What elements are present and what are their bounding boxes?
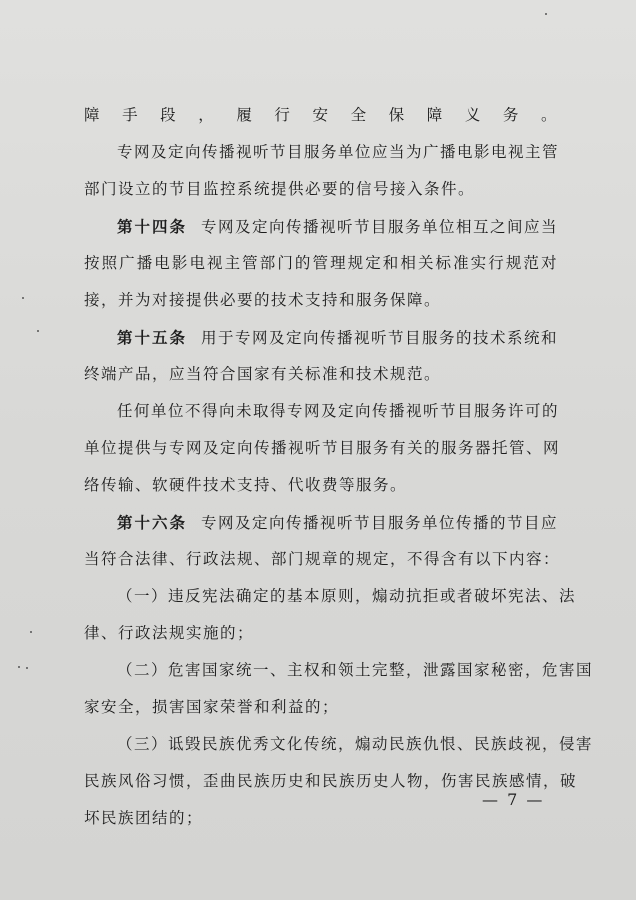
item-1-line-1: （一）违反宪法确定的基本原则，煽动抗拒或者破坏宪法、法 [117,587,577,605]
item-2-line-1: （二）危害国家统一、主权和领土完整，泄露国家秘密，危害国 [117,661,594,679]
scan-speck [545,13,547,15]
article-15-heading: 第十五条 [117,328,188,347]
document-body [84,97,594,837]
item-3-line-2: 民族风俗习惯，歪曲民族历史和民族历史人物，伤害民族感情，破 [84,772,578,790]
scan-speck [18,666,20,668]
item-2-line-2: 家安全，损害国家荣誉和利益的； [84,698,340,716]
article-15-paragraph-2-line-3: 络传输、软硬件技术支持、代收费等服务。 [84,476,408,494]
scan-speck [26,667,28,669]
article-15-paragraph-2-line-1: 任何单位不得向未取得专网及定向传播视听节目服务许可的 [117,402,560,420]
text-line-1: 障手段，履行安全保障义务。 [84,106,558,124]
text-line-3: 部门设立的节目监控系统提供必要的信号接入条件。 [84,180,476,198]
scan-speck [22,297,24,299]
article-14-line-2: 按照广播电影电视主管部门的管理规定和相关标准实行规范对 [84,254,558,272]
scan-speck [37,330,39,332]
item-3-line-3: 坏民族团结的； [84,809,204,827]
page-number: — 7 — [482,790,545,809]
article-15-line-2: 终端产品，应当符合国家有关标准和技术规范。 [84,365,442,383]
article-15-line-1: 第十五条 用于专网及定向传播视听节目服务的技术系统和 [117,328,559,347]
article-16-line-2: 当符合法律、行政法规、部门规章的规定，不得含有以下内容： [84,550,561,568]
article-14-line-3: 接，并为对接提供必要的技术支持和服务保障。 [84,291,442,309]
article-15-paragraph-2-line-2: 单位提供与专网及定向传播视听节目服务有关的服务器托管、网 [84,439,561,457]
article-16-line-1: 第十六条 专网及定向传播视听节目服务单位传播的节目应 [117,513,559,532]
scan-speck [30,631,32,633]
article-16-heading: 第十六条 [117,513,188,532]
article-14-heading: 第十四条 [117,217,188,236]
text-line-2: 专网及定向传播视听节目服务单位应当为广播电影电视主管 [117,143,560,161]
article-14-line-1: 第十四条 专网及定向传播视听节目服务单位相互之间应当 [117,217,559,236]
item-3-line-1: （三）诋毁民族优秀文化传统，煽动民族仇恨、民族歧视，侵害 [117,735,594,753]
item-1-line-2: 律、行政法规实施的； [84,624,255,642]
